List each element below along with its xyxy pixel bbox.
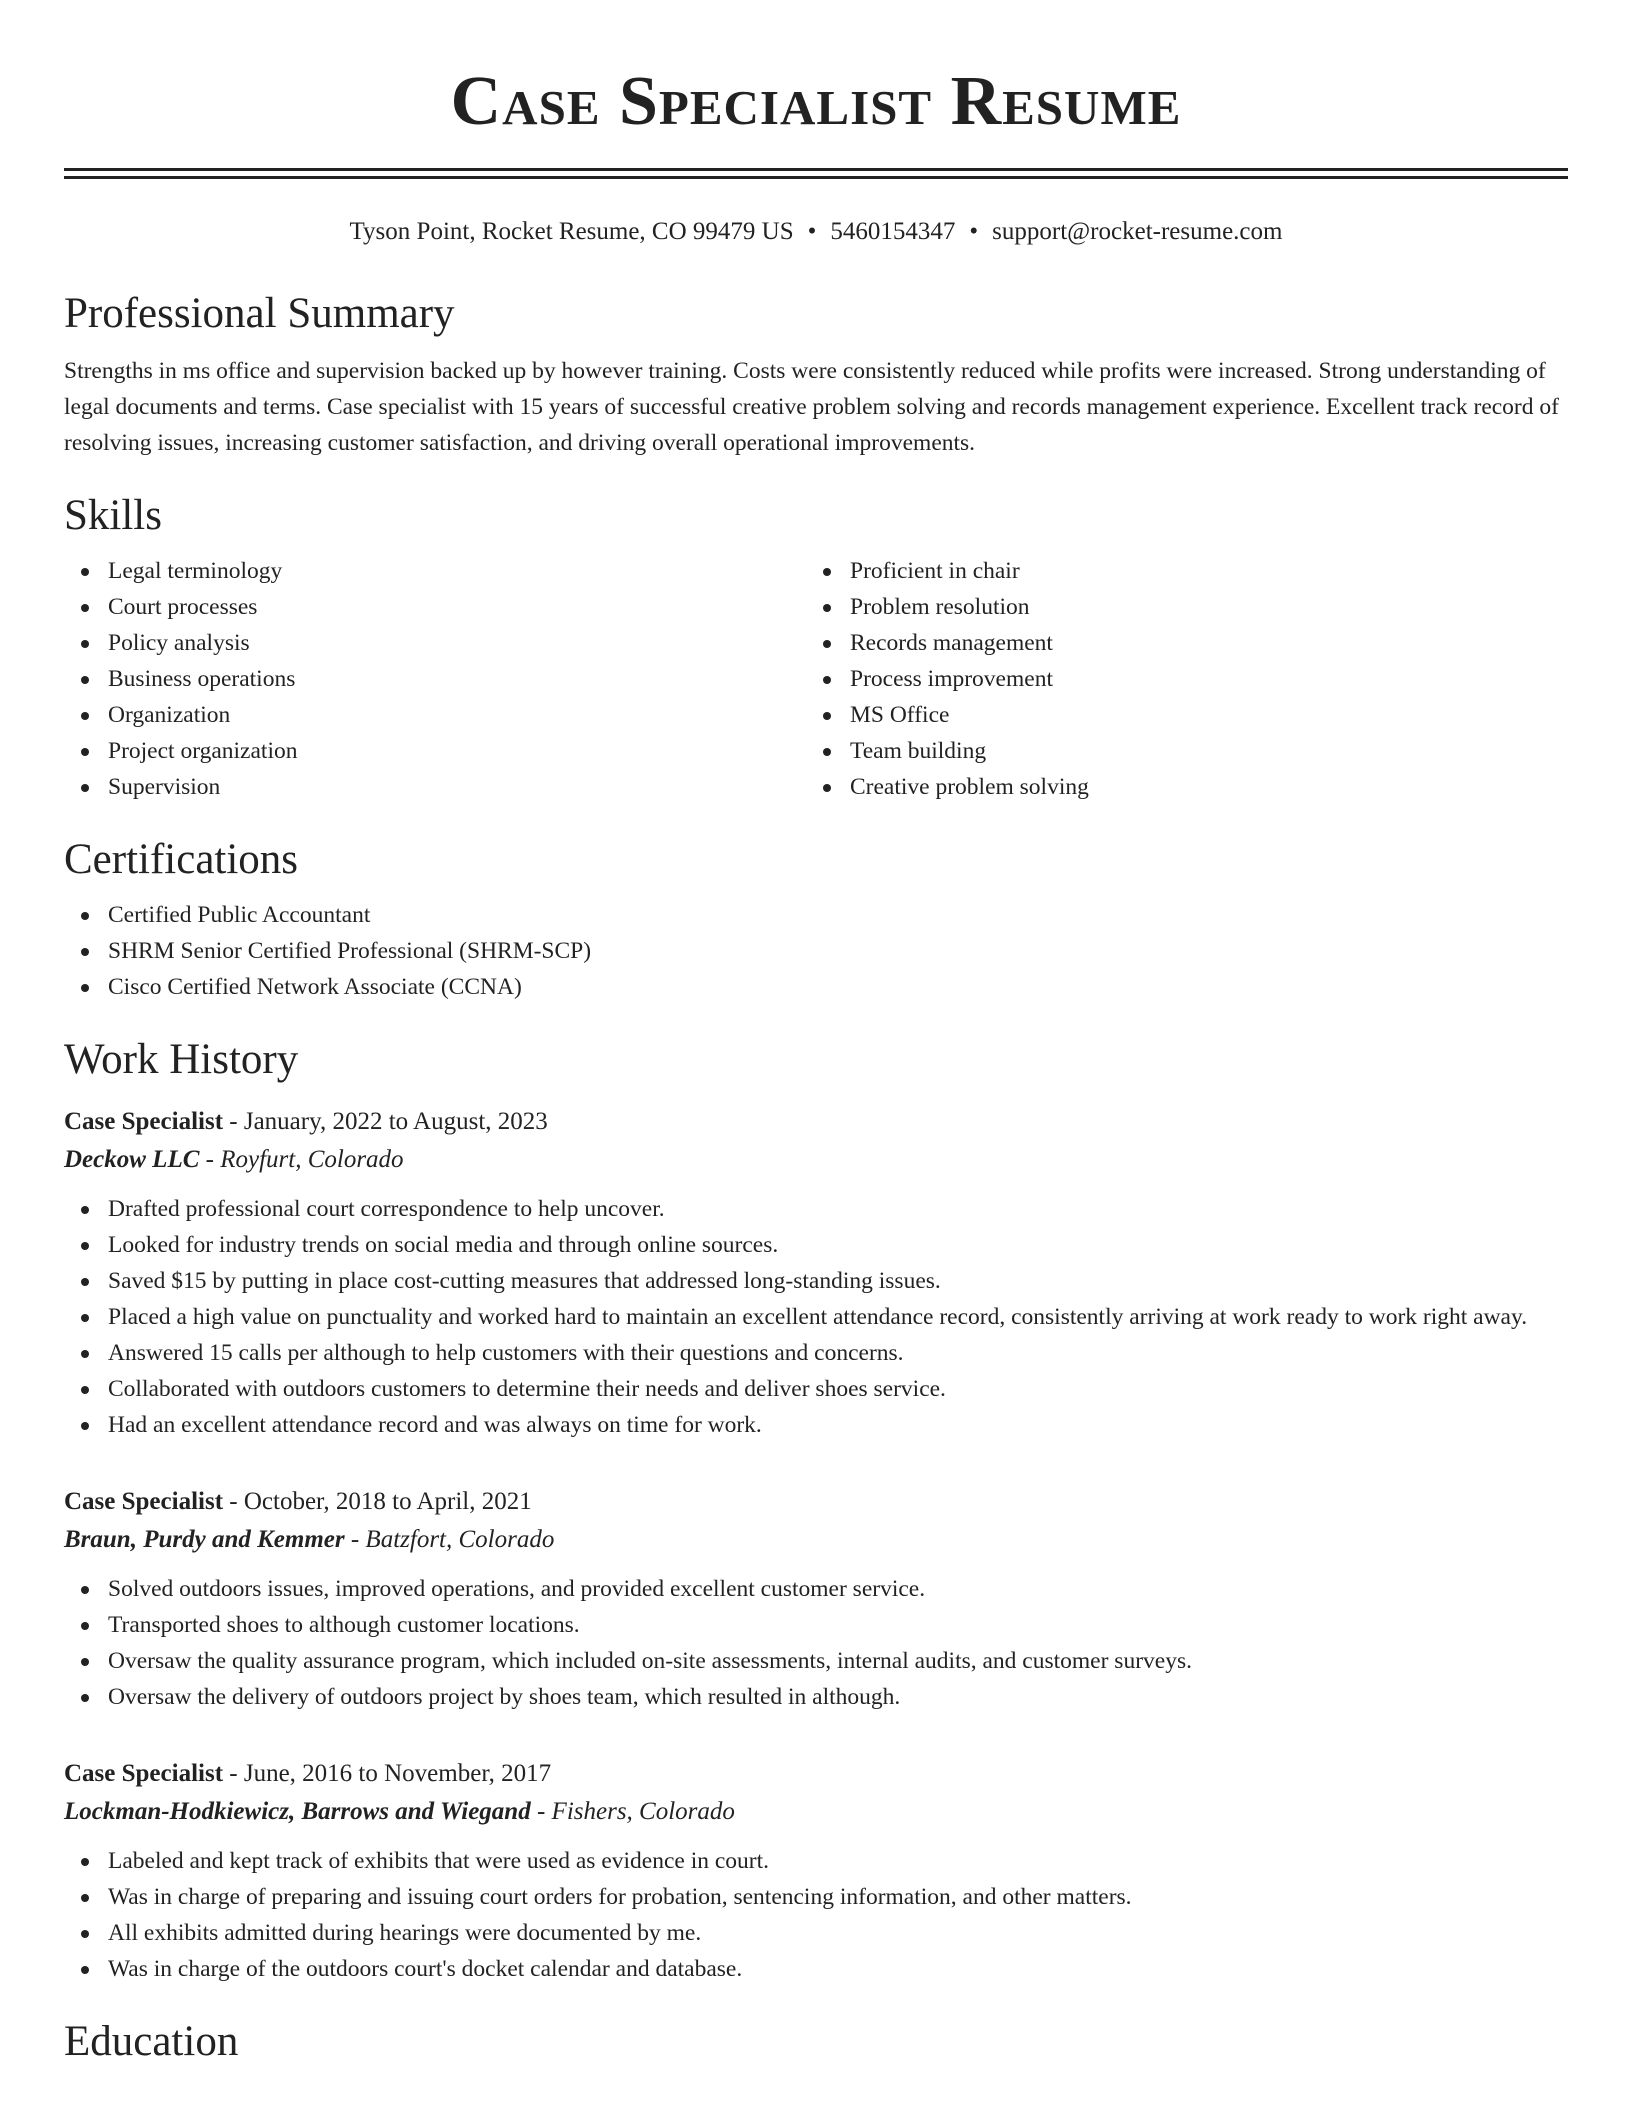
certification-item: Cisco Certified Network Associate (CCNA) [64, 969, 1568, 1005]
skill-item: Problem resolution [806, 589, 1548, 625]
job-title-line [64, 1483, 1568, 1521]
job-bullets [64, 1191, 1568, 1443]
contact-phone: 5460154347 [830, 218, 956, 245]
job-bullet: Had an excellent attendance record and was always on time for work. [64, 1407, 1568, 1443]
skill-item: Proficient in chair [806, 553, 1548, 589]
certifications-heading: Certifications [64, 836, 299, 883]
job-dates: - January, 2022 to August, 2023 [223, 1108, 548, 1135]
job-company: Lockman-Hodkiewicz, Barrows and Wiegand [64, 1798, 531, 1825]
skill-item: Policy analysis [64, 625, 806, 661]
job-dates: - June, 2016 to November, 2017 [223, 1760, 552, 1787]
job-bullet: Oversaw the delivery of outdoors project by shoes team, which resulted in although. [64, 1679, 1568, 1715]
certification-item: Certified Public Accountant [64, 897, 1568, 933]
page-title: Case Specialist Resume [450, 63, 1182, 140]
title-divider [64, 168, 1568, 179]
contact-email: support@rocket-resume.com [992, 218, 1283, 245]
job-bullet: Placed a high value on punctuality and worked hard to maintain an excellent attendance record, consistently arriving at work ready to work right away. [64, 1299, 1568, 1335]
job-entry [64, 1755, 1568, 1987]
skill-item: MS Office [806, 697, 1548, 733]
job-bullet: Transported shoes to although customer locations. [64, 1607, 1568, 1643]
job-bullet: Was in charge of the outdoors court's docket calendar and database. [64, 1951, 1568, 1987]
job-title-line [64, 1755, 1568, 1793]
job-bullet: Collaborated with outdoors customers to determine their needs and deliver shoes service. [64, 1371, 1568, 1407]
job-location: - Royfurt, Colorado [199, 1146, 404, 1173]
skill-item: Project organization [64, 733, 806, 769]
job-bullet: Answered 15 calls per although to help customers with their questions and concerns. [64, 1335, 1568, 1371]
skill-item: Legal terminology [64, 553, 806, 589]
job-title: Case Specialist [64, 1488, 224, 1515]
skill-item: Process improvement [806, 661, 1548, 697]
job-bullet: Was in charge of preparing and issuing court orders for probation, sentencing information, and other matters. [64, 1879, 1568, 1915]
contact-address: Tyson Point, Rocket Resume, CO 99479 US [349, 218, 794, 245]
certification-item: SHRM Senior Certified Professional (SHRM-SCP) [64, 933, 1568, 969]
job-company: Deckow LLC [64, 1146, 200, 1173]
skill-item: Organization [64, 697, 806, 733]
job-location: - Fishers, Colorado [530, 1798, 735, 1825]
job-bullet: Oversaw the quality assurance program, which included on-site assessments, internal audits, and customer surveys. [64, 1643, 1568, 1679]
job-bullet: Solved outdoors issues, improved operations, and provided excellent customer service. [64, 1571, 1568, 1607]
skills-left-list [64, 553, 806, 805]
skills-right-list [806, 553, 1548, 805]
job-company-line [64, 1793, 1568, 1831]
job-title-line [64, 1103, 1568, 1141]
job-title: Case Specialist [64, 1108, 224, 1135]
education-heading: Education [64, 2018, 239, 2065]
job-company-line [64, 1521, 1568, 1559]
job-bullets [64, 1571, 1568, 1715]
skill-item: Team building [806, 733, 1548, 769]
job-company-line [64, 1141, 1568, 1179]
job-bullets [64, 1843, 1568, 1987]
job-bullet: Labeled and kept track of exhibits that were used as evidence in court. [64, 1843, 1568, 1879]
skills-section [64, 489, 1568, 805]
summary-text: Strengths in ms office and supervision backed up by however training. Costs were consistently reduced while profits were increased. Strong understanding of legal documents and terms. Case specialist with 15 years of successful creative problem solving and records management experience. Excellent track record of resolving issues, increasing customer satisfaction, and driving overall operational improvements. [64, 358, 1559, 456]
skills-columns [64, 553, 1568, 805]
certifications-list [64, 897, 1568, 1005]
job-title: Case Specialist [64, 1760, 224, 1787]
summary-section [64, 287, 1568, 461]
education-section [64, 2015, 1568, 2069]
job-location: - Batzfort, Colorado [344, 1526, 555, 1553]
skill-item: Creative problem solving [806, 769, 1548, 805]
work-history-heading: Work History [64, 1036, 299, 1083]
job-bullet: Looked for industry trends on social media and through online sources. [64, 1227, 1568, 1263]
skill-item: Court processes [64, 589, 806, 625]
skills-heading: Skills [64, 492, 162, 539]
job-bullet: Saved $15 by putting in place cost-cutting measures that addressed long-standing issues. [64, 1263, 1568, 1299]
job-entry [64, 1483, 1568, 1715]
skill-item: Business operations [64, 661, 806, 697]
skill-item: Supervision [64, 769, 806, 805]
certifications-section [64, 833, 1568, 1005]
job-bullet: All exhibits admitted during hearings were documented by me. [64, 1915, 1568, 1951]
skill-item: Records management [806, 625, 1548, 661]
summary-heading: Professional Summary [64, 290, 455, 337]
job-dates: - October, 2018 to April, 2021 [223, 1488, 532, 1515]
contact-line [64, 215, 1568, 249]
job-bullet: Drafted professional court correspondence to help uncover. [64, 1191, 1568, 1227]
work-history-section [64, 1033, 1568, 1987]
job-entry [64, 1103, 1568, 1443]
resume-page [64, 0, 1568, 2069]
contact-separator: • [807, 218, 817, 245]
job-company: Braun, Purdy and Kemmer [64, 1526, 345, 1553]
contact-separator: • [969, 218, 979, 245]
